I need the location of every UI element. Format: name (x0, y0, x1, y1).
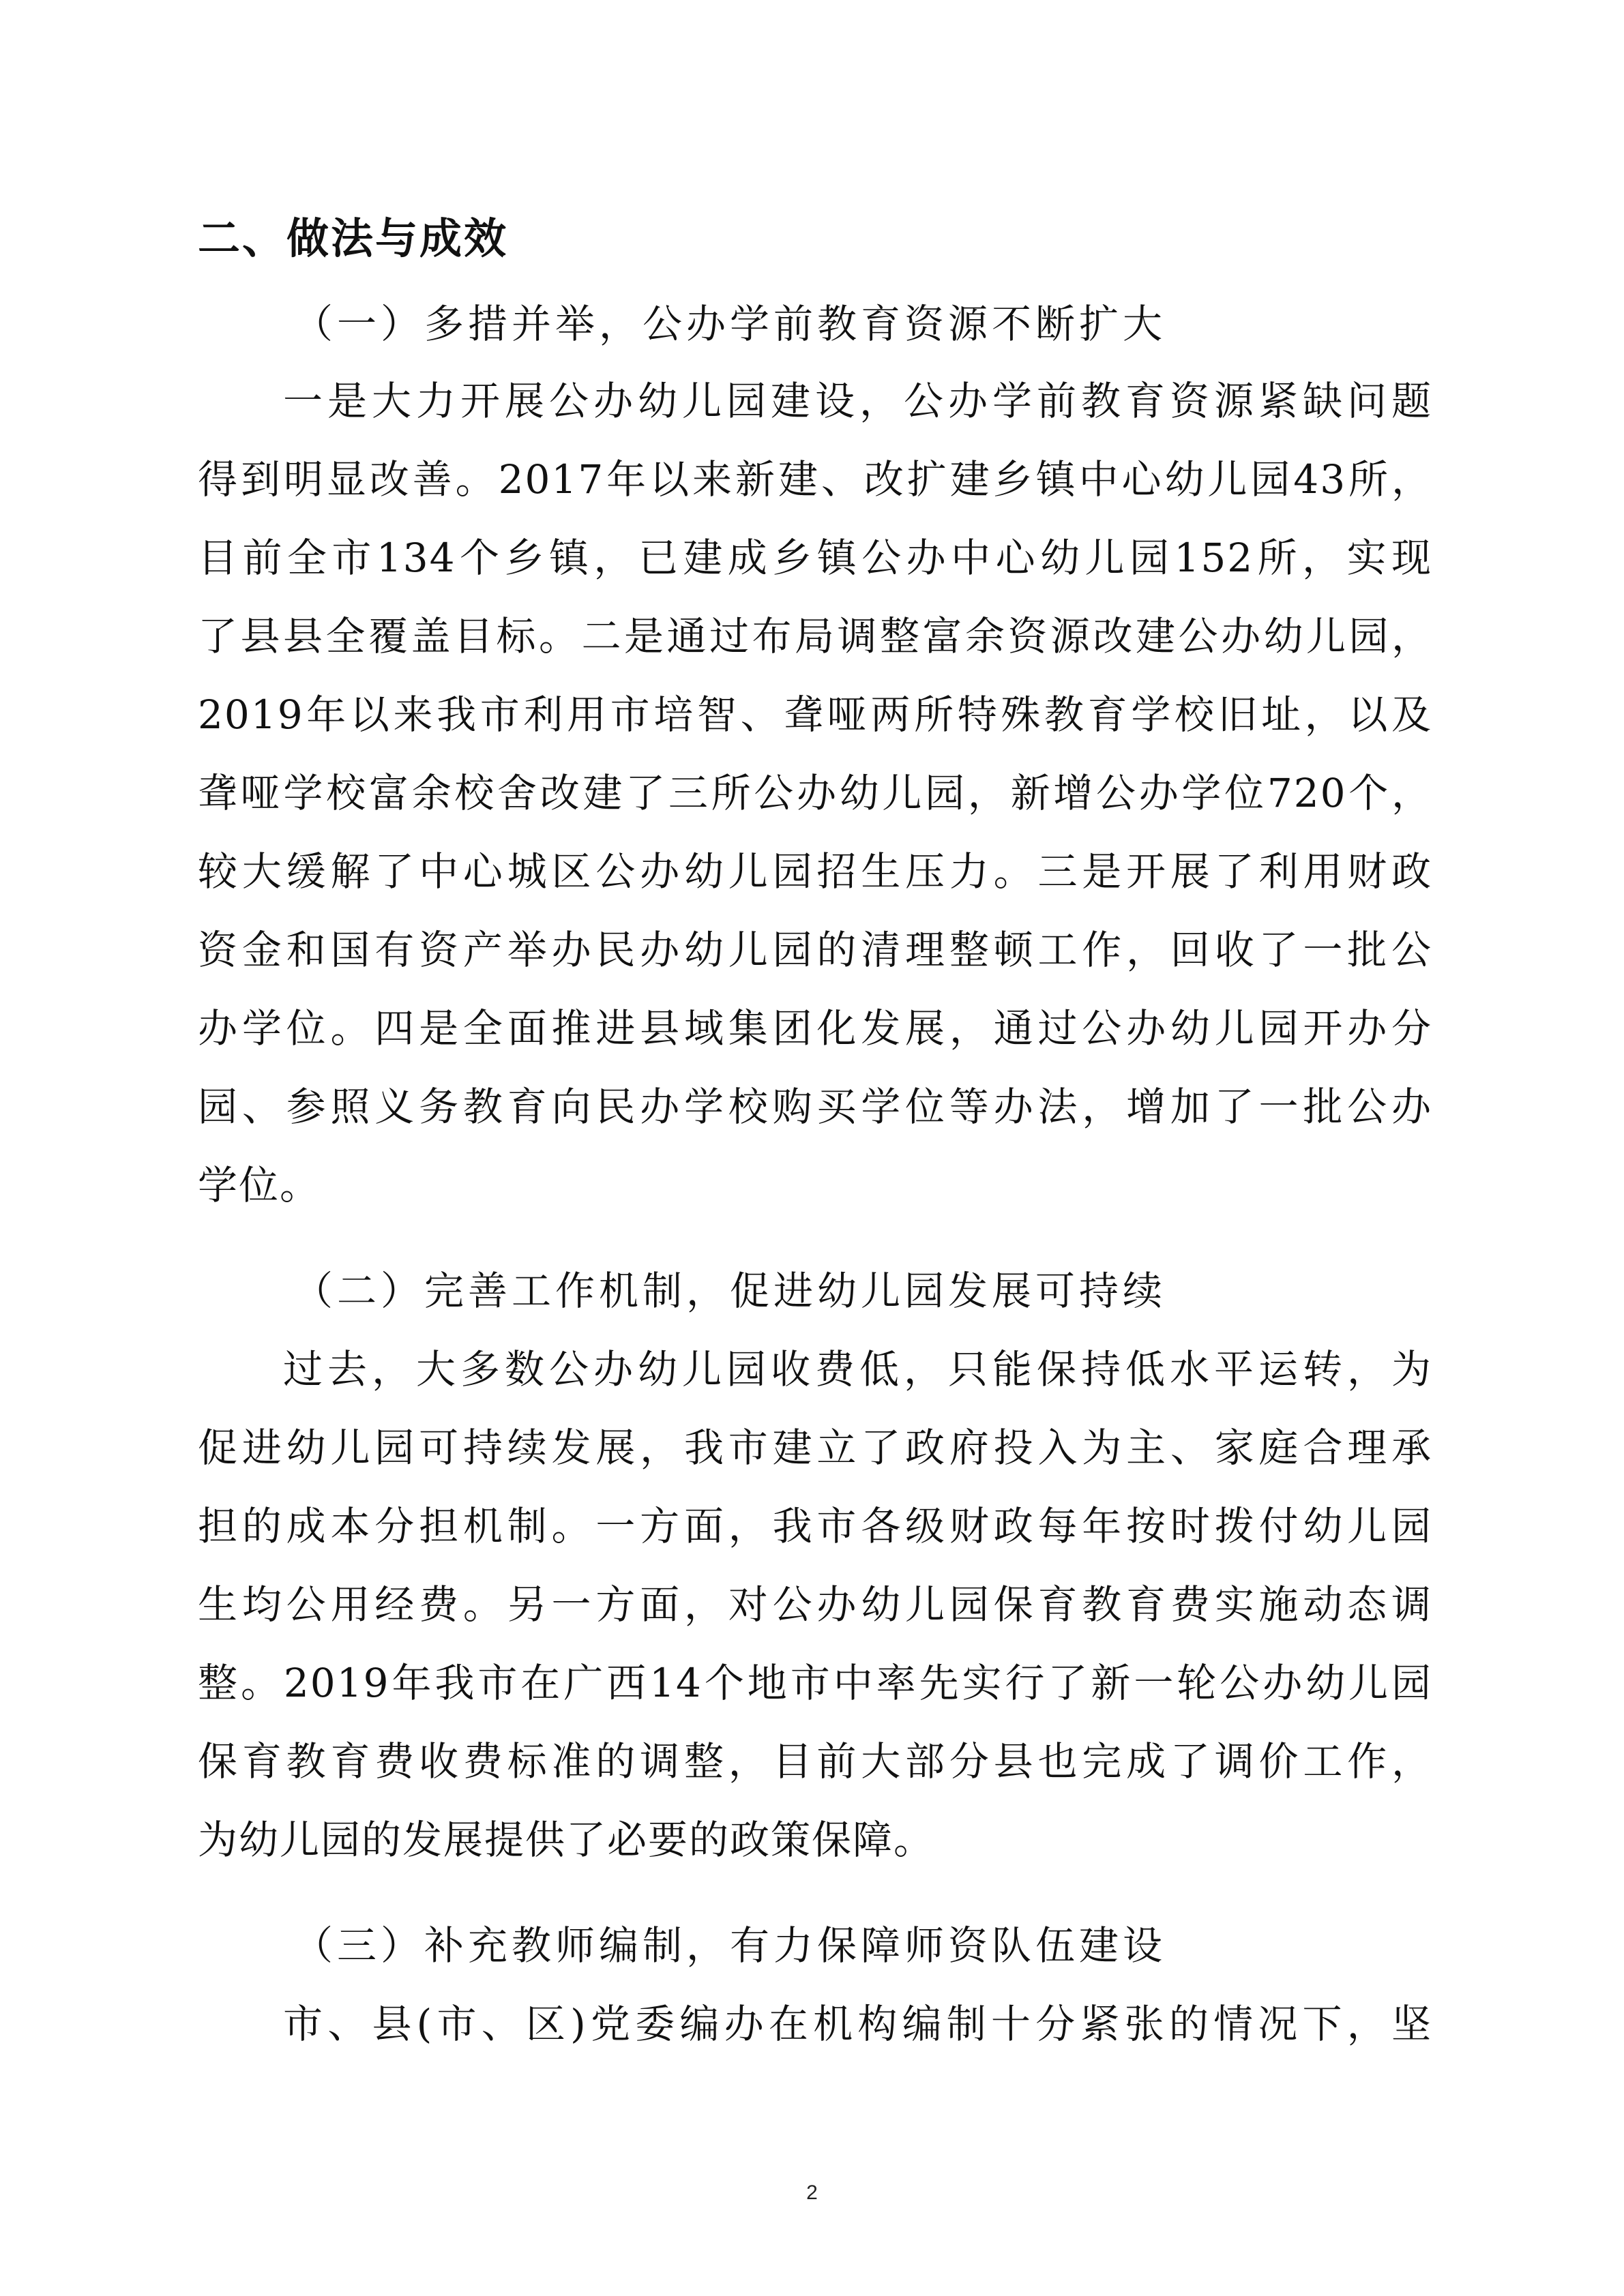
subsection-title-1: （一）多措并举，公办学前教育资源不断扩大 (293, 301, 1167, 347)
paragraph-line: 学位。 (198, 1162, 321, 1208)
paragraph-line: 促进幼儿园可持续发展，我市建立了政府投入为主、家庭合理承 (198, 1425, 1432, 1471)
paragraph-line: 担的成本分担机制。一方面，我市各级财政每年按时拨付幼儿园 (198, 1503, 1432, 1549)
paragraph-line: 聋哑学校富余校舍改建了三所公办幼儿园，新增公办学位720个， (198, 770, 1432, 816)
subsection-title-3: （三）补充教师编制，有力保障师资队伍建设 (293, 1922, 1167, 1969)
paragraph-line: 整。2019年我市在广西14个地市中率先实行了新一轮公办幼儿园 (198, 1660, 1432, 1706)
paragraph-line: 资金和国有资产举办民办幼儿园的清理整顿工作，回收了一批公 (198, 927, 1432, 973)
page-number: 2 (806, 2181, 818, 2204)
paragraph-line: 了县县全覆盖目标。二是通过布局调整富余资源改建公办幼儿园， (198, 613, 1432, 659)
paragraph-line: 过去，大多数公办幼儿园收费低，只能保持低水平运转，为 (283, 1346, 1432, 1392)
subsection-title-2: （二）完善工作机制，促进幼儿园发展可持续 (293, 1268, 1167, 1314)
paragraph-line: 办学位。四是全面推进县域集团化发展，通过公办幼儿园开办分 (198, 1005, 1432, 1052)
paragraph-line: 较大缓解了中心城区公办幼儿园招生压力。三是开展了利用财政 (198, 848, 1432, 895)
paragraph-line: 目前全市134个乡镇，已建成乡镇公办中心幼儿园152所，实现 (198, 535, 1432, 581)
paragraph-line: 2019年以来我市利用市培智、聋哑两所特殊教育学校旧址，以及 (198, 691, 1432, 738)
paragraph-line: 为幼儿园的发展提供了必要的政策保障。 (198, 1817, 935, 1863)
paragraph-line: 生均公用经费。另一方面，对公办幼儿园保育教育费实施动态调 (198, 1581, 1432, 1628)
section-heading: 二、做法与成效 (198, 213, 509, 263)
paragraph-line: 保育教育费收费标准的调整，目前大部分县也完成了调价工作， (198, 1738, 1432, 1785)
paragraph-line: 园、参照义务教育向民办学校购买学位等办法，增加了一批公办 (198, 1084, 1432, 1130)
paragraph-line: 得到明显改善。2017年以来新建、改扩建乡镇中心幼儿园43所， (198, 456, 1432, 503)
paragraph-line: 一是大力开展公办幼儿园建设，公办学前教育资源紧缺问题 (283, 378, 1432, 424)
paragraph-line: 市、县(市、区)党委编办在机构编制十分紧张的情况下，坚 (283, 2001, 1432, 2047)
